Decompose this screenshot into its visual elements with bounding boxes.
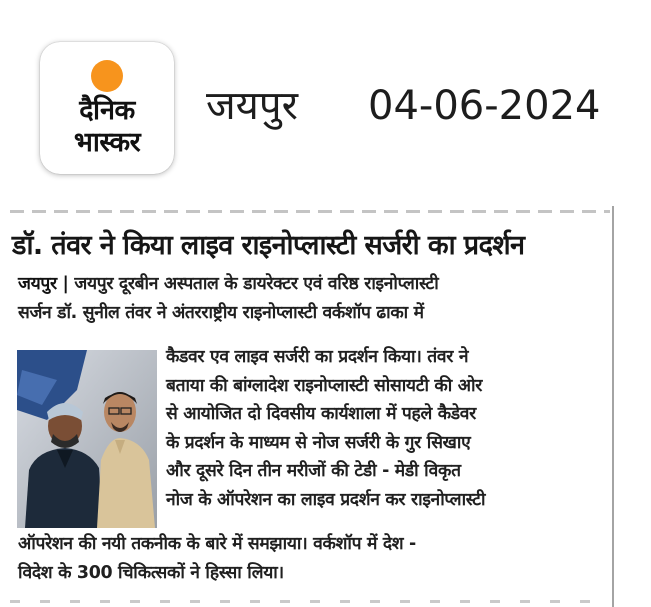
article-line-8: नोज के ऑपरेशन का लाइव प्रदर्शन कर राइनोप्लास्टी (166, 489, 486, 510)
photo-two-doctors (17, 350, 157, 528)
clipping-bottom-edge (10, 600, 610, 603)
logo-wordmark-line2: भास्कर (73, 127, 141, 158)
logo-wordmark-line1: दैनिक (79, 95, 135, 126)
edition-city: जयपुर (206, 83, 298, 129)
article-line-7: और दूसरे दिन तीन मरीजों की टेडी - मेडी विकृत (166, 461, 461, 482)
article-line-5: से आयोजित दो दिवसीय कार्यशाला में पहले कैडेवर (166, 404, 476, 425)
article-line-10: विदेश के 300 चिकित्सकों ने हिस्सा लिया। (18, 562, 284, 583)
article-line-9: ऑपरेशन की नयी तकनीक के बारे में समझाया। वर्कशॉप में देश - (18, 534, 416, 554)
article-line-3: कैडवर एव लाइव सर्जरी का प्रदर्शन किया। तंवर ने (166, 347, 469, 367)
article-dateline: जयपुर | (18, 274, 69, 294)
article-line-1 (18, 270, 612, 299)
dainik-bhaskar-logo (40, 42, 174, 174)
article-line-1-text: जयपुर दूरबीन अस्पताल के डायरेक्टर एवं वरिष्ठ राइनोप्लास्टी (68, 274, 439, 294)
article-photo (17, 350, 157, 528)
article-body-top (18, 270, 612, 327)
logo-sun-icon (91, 60, 123, 92)
article-body-wrap (166, 343, 612, 515)
clipping-right-edge (612, 206, 614, 607)
clipping-top-edge (10, 210, 610, 213)
article-line-2: सर्जन डॉ. सुनील तंवर ने अंतरराष्ट्रीय राइनोप्लास्टी वर्कशॉप ढाका में (18, 302, 424, 323)
article-body-bottom (18, 530, 612, 587)
article-line-4: बताया की बांग्लादेश राइनोप्लास्टी सोसायटी की ओर (166, 375, 483, 396)
article-headline: डॉ. तंवर ने किया लाइव राइनोप्लास्टी सर्जरी का प्रदर्शन (12, 230, 525, 261)
news-clipping (0, 206, 651, 607)
edition-date: 04-06-2024 (368, 83, 601, 129)
article-line-6: के प्रदर्शन के माध्यम से नोज सर्जरी के गुर सिखाए (166, 432, 471, 453)
